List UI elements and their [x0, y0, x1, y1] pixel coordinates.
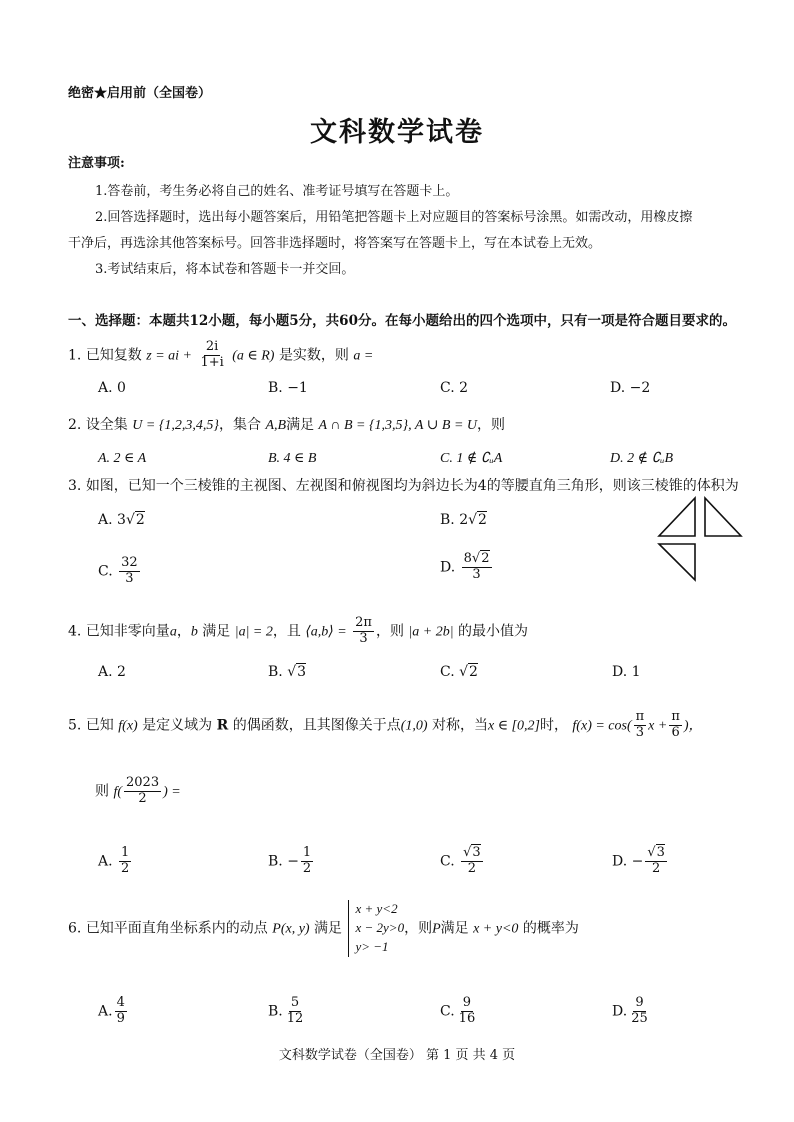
option-d: D. −2	[610, 380, 651, 396]
fraction-numerator	[645, 846, 667, 862]
math-expr: x + y<0	[473, 921, 519, 937]
fraction-numerator: 2π	[355, 615, 372, 630]
question-text: 已知	[85, 717, 114, 734]
option-c	[440, 996, 479, 1027]
question-text: 已知复数	[85, 347, 142, 364]
fraction-denominator: 9	[116, 1010, 125, 1026]
fraction	[634, 710, 647, 741]
math-expr: ⟨a,b⟩ =	[305, 624, 347, 640]
coefficient: 3	[117, 512, 126, 528]
sqrt-sign: √	[287, 664, 297, 680]
question-number: 1.	[68, 347, 82, 364]
question-text: 满足	[286, 417, 315, 433]
question-text: 已知非零向量	[85, 623, 170, 640]
math-expr: x ∈ [0,2]	[487, 718, 540, 734]
page-footer: 文科数学试卷（全国卷） 第 1 页 共 4 页	[278, 1048, 516, 1063]
question-text: ，则	[375, 623, 404, 640]
math-expr: f(	[113, 784, 123, 800]
question-number: 2.	[68, 417, 82, 433]
fraction	[115, 996, 127, 1027]
question-text: 对称，当	[431, 717, 488, 734]
fraction	[124, 776, 161, 807]
fraction-numerator: 5	[290, 995, 300, 1010]
coefficient: 8	[463, 551, 472, 566]
math-expr: z = ai +	[146, 348, 192, 364]
option-d: D. 1	[612, 664, 641, 680]
question-text: 设全集	[85, 417, 128, 433]
radicand: 2	[481, 551, 490, 566]
question-number: 6.	[68, 920, 82, 937]
radicand: 3	[472, 845, 481, 860]
option-c: C. 1 ∉ ∁ᵤA	[440, 451, 503, 466]
fraction-denominator: 25	[631, 1010, 648, 1026]
option-b	[268, 846, 315, 877]
option-b	[440, 512, 487, 528]
question-text: 已知平面直角坐标系内的动点	[85, 920, 268, 937]
math-expr: P	[432, 921, 441, 937]
radicand: 2	[478, 512, 487, 528]
fraction-numerator: π	[635, 709, 645, 724]
section-heading: 一、选择题：本题共12小题，每小题5分，共60分。在每小题给出的四个选项中，只有一项是符合题目要求的。	[68, 313, 736, 329]
fraction-numerator	[461, 846, 483, 862]
fraction-denominator: 3	[635, 724, 645, 740]
fraction-numerator: 9	[635, 995, 644, 1010]
option-a	[98, 996, 129, 1027]
option-a	[98, 512, 145, 528]
fraction-denominator: 2	[652, 860, 661, 876]
option-b: B. 4 ∈ B	[268, 451, 317, 466]
question-text: 的最小值为	[458, 623, 529, 640]
question-text: 满足	[440, 920, 469, 937]
page-title: 文科数学试卷	[310, 117, 484, 148]
option-a	[98, 846, 133, 877]
fraction-denominator: 16	[458, 1010, 476, 1026]
fraction-denominator: 3	[125, 570, 134, 586]
question-text: ，	[176, 623, 191, 640]
fraction-numerator: 1	[302, 845, 312, 860]
radicand: 2	[135, 512, 145, 528]
notice-item-3: 3.考试结束后，将本试卷和答题卡一并交回。	[95, 262, 355, 277]
fraction	[645, 846, 667, 877]
notice-item-2: 2.回答选择题时，选出每小题答案后，用铅笔把答题卡上对应题目的答案标号涂黑。如需改动，用橡皮擦	[95, 210, 693, 225]
question-text: ，集合	[219, 417, 262, 433]
front-view-triangle	[659, 498, 695, 536]
question-number: 4.	[68, 623, 82, 640]
option-b	[268, 664, 306, 680]
radicand: 3	[297, 664, 307, 680]
math-expr: a =	[353, 348, 374, 364]
option-d	[612, 996, 652, 1027]
notice-item-1: 1.答卷前，考生务必将自己的姓名、准考证号填写在答题卡上。	[95, 184, 459, 199]
question-text: 满足	[314, 920, 343, 937]
fraction	[353, 616, 374, 647]
sqrt-sign: √	[468, 512, 478, 528]
question-5	[68, 710, 703, 741]
question-number: 3.	[68, 478, 82, 494]
question-text: ，且	[272, 623, 301, 640]
option-d	[440, 552, 494, 583]
math-expr: x +	[648, 718, 668, 734]
fraction-numerator: 2023	[126, 775, 160, 790]
fraction-denominator: 6	[671, 724, 680, 740]
inequality: y> −1	[355, 938, 389, 954]
math-expr: |a| = 2	[234, 624, 273, 640]
question-text: 如图，已知一个三棱锥的主视图、左视图和俯视图均为斜边长为4的等腰直角三角形，则该三棱锥的体积为	[85, 478, 739, 494]
fraction-denominator: 2	[302, 860, 312, 876]
option-c	[440, 846, 485, 877]
option-label: B. −	[268, 853, 299, 870]
math-expr: P(x, y)	[272, 921, 310, 937]
fraction-denominator: 3	[359, 630, 368, 646]
three-view-figure	[655, 494, 747, 586]
vector-a: a	[169, 624, 177, 640]
option-label: D.	[612, 1003, 628, 1020]
sqrt-sign: √	[647, 845, 656, 860]
question-text: ，则	[404, 920, 433, 937]
option-c	[98, 556, 142, 587]
option-label: A.	[98, 1003, 113, 1020]
fraction	[301, 846, 313, 877]
question-2	[68, 414, 505, 434]
option-label: A.	[98, 853, 113, 870]
option-label: C.	[440, 1003, 455, 1020]
math-expr: A ∩ B = {1,3,5}, A ∪ B = U	[318, 418, 478, 433]
option-a: A. 2	[98, 664, 126, 680]
inequality-system	[348, 900, 404, 957]
top-view-triangle	[659, 544, 695, 580]
question-text: 是定义域为	[142, 717, 213, 734]
notice-heading: 注意事项:	[68, 156, 125, 171]
fraction-denominator: 3	[472, 566, 481, 582]
math-expr: (a ∈ R)	[232, 348, 275, 364]
option-b: B. −1	[268, 380, 308, 396]
question-text: 时，	[539, 717, 568, 734]
sqrt-sign: √	[459, 664, 469, 680]
question-4	[68, 616, 528, 647]
fraction	[461, 846, 483, 877]
fraction	[457, 996, 478, 1027]
option-b	[268, 996, 307, 1027]
question-text: 的概率为	[522, 920, 579, 937]
fraction	[462, 552, 492, 583]
fraction-numerator: 4	[116, 995, 125, 1010]
fraction-denominator: 2	[121, 860, 130, 876]
fraction-numerator: 9	[462, 995, 472, 1010]
notice-item-2-cont: 干净后，再选涂其他答案标号。回答非选择题时，将答案写在答题卡上，写在本试卷上无效。	[68, 236, 602, 251]
question-text: 的偶函数，且其图像关于点	[232, 717, 401, 734]
fraction	[285, 996, 306, 1027]
question-5-line2	[95, 776, 181, 807]
fraction	[119, 556, 140, 587]
math-expr: ) =	[163, 784, 181, 800]
option-a: A. 2 ∈ A	[98, 451, 147, 466]
option-label: B.	[440, 512, 455, 528]
option-d	[612, 846, 669, 877]
question-1	[68, 340, 373, 371]
option-label: C.	[440, 664, 455, 680]
vector-b: b	[190, 624, 198, 640]
fraction-denominator: 2	[467, 860, 477, 876]
math-expr: (1,0)	[400, 718, 428, 734]
side-view-triangle	[705, 498, 741, 536]
inequality: x − 2y>0	[355, 919, 405, 935]
fraction-denominator: 12	[286, 1010, 304, 1026]
option-c	[440, 664, 478, 680]
question-6	[68, 900, 579, 957]
fraction	[119, 846, 131, 877]
fraction	[669, 710, 682, 741]
coefficient: 2	[459, 512, 469, 528]
option-label: C.	[98, 563, 113, 580]
option-label: B.	[268, 664, 283, 680]
fraction-denominator: 2	[138, 790, 147, 806]
question-text: ，则	[477, 417, 506, 433]
question-text: 是实数，则	[278, 347, 349, 364]
math-expr: |a + 2b|	[408, 624, 454, 640]
inequality: x + y<2	[355, 901, 398, 916]
fraction-numerator: 2i	[205, 339, 219, 354]
secret-label: 绝密★启用前（全国卷）	[68, 86, 212, 101]
fraction	[629, 996, 650, 1027]
option-label: A.	[98, 512, 113, 528]
radicand: 3	[656, 845, 665, 860]
fraction-numerator	[462, 552, 492, 568]
math-expr: f(x) = cos(	[572, 718, 632, 734]
math-expr: f(x)	[118, 718, 138, 734]
radicand: 2	[469, 664, 478, 680]
option-d: D. 2 ∉ ∁ᵤB	[610, 451, 674, 466]
sqrt-sign: √	[471, 551, 481, 566]
question-text: 则	[95, 783, 109, 800]
fraction-denominator: 1+i	[200, 354, 224, 370]
fraction-numerator: 32	[121, 555, 138, 570]
sqrt-sign: √	[125, 512, 135, 528]
question-number: 5.	[68, 717, 82, 734]
fraction-numerator: 1	[121, 845, 130, 860]
fraction-numerator: π	[671, 709, 680, 724]
question-text: 满足	[202, 623, 231, 640]
math-expr: )，	[683, 718, 703, 734]
option-c: C. 2	[440, 380, 469, 396]
real-set-symbol: R	[216, 717, 229, 734]
question-3	[68, 475, 739, 495]
option-label: B.	[268, 1003, 283, 1020]
option-label: D. −	[612, 853, 644, 870]
sqrt-sign: √	[463, 845, 472, 860]
option-label: C.	[440, 853, 455, 870]
math-expr: A,B	[265, 418, 287, 433]
fraction	[198, 340, 225, 371]
option-label: D.	[440, 559, 456, 576]
option-a: A. 0	[98, 380, 126, 396]
math-expr: U = {1,2,3,4,5}	[132, 418, 220, 433]
